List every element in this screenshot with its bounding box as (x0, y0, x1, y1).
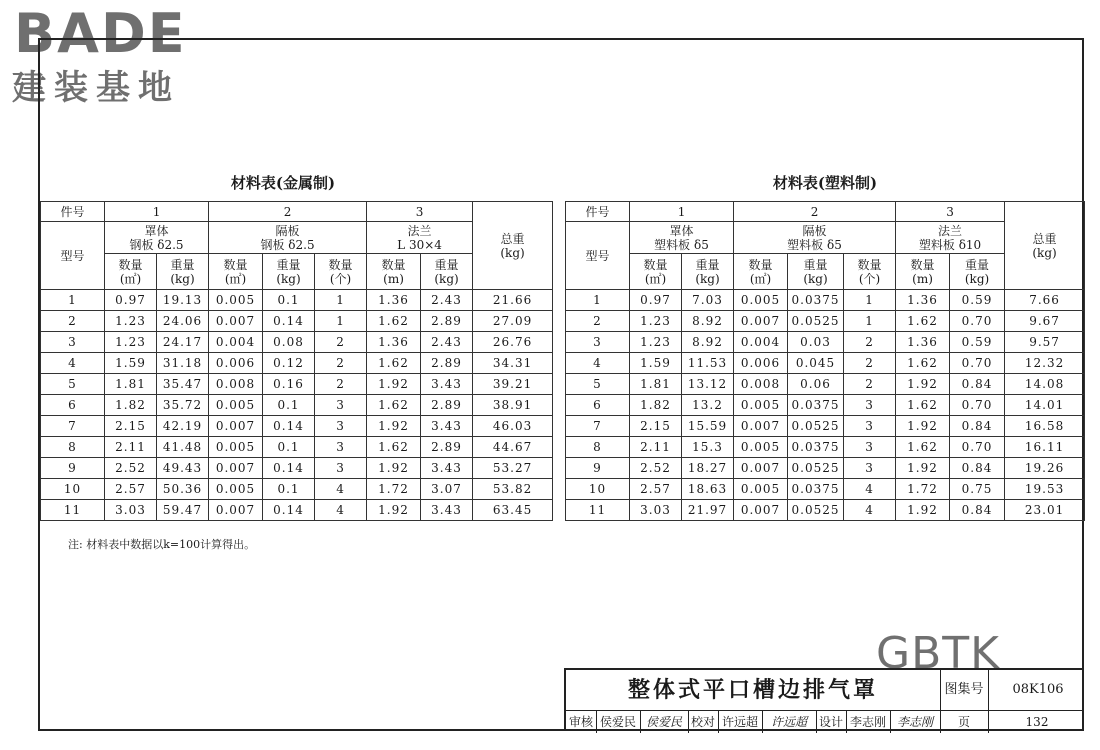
value-cell: 0.12 (263, 353, 315, 374)
table-row (566, 500, 1085, 521)
model-cell: 7 (566, 416, 630, 437)
model-cell: 8 (41, 437, 105, 458)
value-cell: 1.81 (105, 374, 157, 395)
value-cell: 3.03 (630, 500, 682, 521)
value-cell: 1.62 (896, 353, 950, 374)
value-cell: 8.92 (682, 332, 734, 353)
value-cell: 2.89 (421, 311, 473, 332)
value-cell: 0.0375 (788, 437, 844, 458)
value-cell: 0.06 (788, 374, 844, 395)
table-row (566, 416, 1085, 437)
value-cell: 1.59 (105, 353, 157, 374)
value-cell: 1.62 (367, 353, 421, 374)
header-part-1: 1 (105, 202, 209, 222)
value-cell: 2.15 (105, 416, 157, 437)
value-cell: 0.84 (950, 374, 1005, 395)
total-weight-cell: 46.03 (473, 416, 553, 437)
table-row (41, 374, 553, 395)
value-cell: 0.1 (263, 479, 315, 500)
value-cell: 0.007 (734, 500, 788, 521)
value-cell: 1.92 (896, 500, 950, 521)
value-cell: 2.15 (630, 416, 682, 437)
value-cell: 24.17 (157, 332, 209, 353)
model-cell: 7 (41, 416, 105, 437)
value-cell: 0.005 (209, 290, 263, 311)
value-cell: 24.06 (157, 311, 209, 332)
value-cell: 0.007 (209, 458, 263, 479)
value-cell: 2 (315, 353, 367, 374)
subheader-qty-area: 数量 (㎡) (630, 254, 682, 290)
value-cell: 0.007 (209, 416, 263, 437)
plastic-table-title: 材料表(塑料制) (772, 174, 878, 192)
value-cell: 0.1 (263, 437, 315, 458)
logo-brand: BADE (14, 2, 187, 65)
logo-subtitle: 建装基地 (12, 68, 180, 108)
table-row (566, 458, 1085, 479)
value-cell: 0.97 (630, 290, 682, 311)
value-cell: 2 (844, 353, 896, 374)
value-cell: 1.23 (105, 332, 157, 353)
value-cell: 2.11 (105, 437, 157, 458)
value-cell: 1 (315, 290, 367, 311)
value-cell: 2.11 (630, 437, 682, 458)
value-cell: 1.92 (896, 458, 950, 479)
model-cell: 6 (566, 395, 630, 416)
value-cell: 0.0375 (788, 290, 844, 311)
value-cell: 1.81 (630, 374, 682, 395)
model-cell: 2 (41, 311, 105, 332)
total-weight-cell: 9.67 (1005, 311, 1085, 332)
value-cell: 50.36 (157, 479, 209, 500)
value-cell: 8.92 (682, 311, 734, 332)
subheader-weight: 重量 (kg) (788, 254, 844, 290)
value-cell: 0.008 (734, 374, 788, 395)
value-cell: 1.62 (367, 395, 421, 416)
value-cell: 4 (844, 500, 896, 521)
total-weight-cell: 38.91 (473, 395, 553, 416)
value-cell: 0.0525 (788, 458, 844, 479)
value-cell: 0.005 (734, 437, 788, 458)
header-part-2: 2 (209, 202, 367, 222)
model-cell: 3 (566, 332, 630, 353)
value-cell: 0.14 (263, 311, 315, 332)
value-cell: 3 (315, 395, 367, 416)
table-note: 注: 材料表中数据以k=100计算得出。 (68, 538, 256, 551)
value-cell: 1.92 (896, 416, 950, 437)
header-part-2-name: 隔板 塑料板 δ5 (734, 222, 896, 254)
table-row (566, 374, 1085, 395)
check-label: 校对 (688, 711, 719, 733)
value-cell: 1.92 (367, 500, 421, 521)
value-cell: 2 (315, 332, 367, 353)
value-cell: 42.19 (157, 416, 209, 437)
value-cell: 0.007 (209, 311, 263, 332)
table-row (41, 290, 553, 311)
metal-table-title: 材料表(金属制) (230, 174, 336, 192)
designer-signature: 李志刚 (890, 711, 941, 733)
value-cell: 2.57 (105, 479, 157, 500)
page-label: 页 (940, 711, 989, 733)
value-cell: 18.27 (682, 458, 734, 479)
value-cell: 1 (844, 290, 896, 311)
value-cell: 7.03 (682, 290, 734, 311)
value-cell: 0.005 (209, 395, 263, 416)
total-weight-cell: 9.57 (1005, 332, 1085, 353)
value-cell: 0.008 (209, 374, 263, 395)
value-cell: 2.89 (421, 395, 473, 416)
value-cell: 1.92 (896, 374, 950, 395)
review-label: 审核 (566, 711, 597, 733)
value-cell: 2.43 (421, 332, 473, 353)
value-cell: 0.0525 (788, 500, 844, 521)
model-cell: 4 (41, 353, 105, 374)
total-weight-cell: 16.58 (1005, 416, 1085, 437)
header-part-2: 2 (734, 202, 896, 222)
value-cell: 0.84 (950, 458, 1005, 479)
design-label: 设计 (816, 711, 847, 733)
total-weight-cell: 53.82 (473, 479, 553, 500)
value-cell: 3.07 (421, 479, 473, 500)
total-weight-cell: 44.67 (473, 437, 553, 458)
table-row (41, 479, 553, 500)
total-weight-cell: 7.66 (1005, 290, 1085, 311)
table-row (41, 311, 553, 332)
value-cell: 0.007 (209, 500, 263, 521)
value-cell: 19.13 (157, 290, 209, 311)
value-cell: 1.23 (105, 311, 157, 332)
value-cell: 49.43 (157, 458, 209, 479)
header-part-3: 3 (896, 202, 1005, 222)
header-total: 总重 (kg) (1005, 202, 1085, 290)
value-cell: 4 (844, 479, 896, 500)
table-row (41, 437, 553, 458)
value-cell: 0.1 (263, 395, 315, 416)
header-part-no: 件号 (566, 202, 630, 222)
value-cell: 15.59 (682, 416, 734, 437)
value-cell: 0.007 (734, 458, 788, 479)
subheader-qty-length: 数量 (m) (367, 254, 421, 290)
value-cell: 1.36 (367, 332, 421, 353)
subheader-qty-area: 数量 (㎡) (105, 254, 157, 290)
value-cell: 31.18 (157, 353, 209, 374)
value-cell: 35.47 (157, 374, 209, 395)
model-cell: 2 (566, 311, 630, 332)
model-cell: 11 (41, 500, 105, 521)
value-cell: 0.005 (734, 395, 788, 416)
value-cell: 0.16 (263, 374, 315, 395)
value-cell: 0.14 (263, 500, 315, 521)
atlas-number: 08K106 (988, 670, 1087, 710)
value-cell: 0.14 (263, 416, 315, 437)
total-weight-cell: 21.66 (473, 290, 553, 311)
total-weight-cell: 27.09 (473, 311, 553, 332)
header-part-2-name: 隔板 钢板 δ2.5 (209, 222, 367, 254)
value-cell: 1.82 (105, 395, 157, 416)
value-cell: 0.59 (950, 332, 1005, 353)
value-cell: 1.72 (367, 479, 421, 500)
value-cell: 3.03 (105, 500, 157, 521)
total-weight-cell: 16.11 (1005, 437, 1085, 458)
value-cell: 11.53 (682, 353, 734, 374)
model-cell: 10 (566, 479, 630, 500)
model-cell: 10 (41, 479, 105, 500)
value-cell: 2.43 (421, 290, 473, 311)
subheader-weight: 重量 (kg) (157, 254, 209, 290)
total-weight-cell: 53.27 (473, 458, 553, 479)
model-cell: 8 (566, 437, 630, 458)
table-row (566, 395, 1085, 416)
header-part-3-name: 法兰 L 30×4 (367, 222, 473, 254)
subheader-qty-area: 数量 (㎡) (734, 254, 788, 290)
value-cell: 0.0375 (788, 479, 844, 500)
value-cell: 0.006 (734, 353, 788, 374)
checker-name: 许远超 (718, 711, 763, 733)
value-cell: 3.43 (421, 374, 473, 395)
value-cell: 0.045 (788, 353, 844, 374)
subheader-qty-pcs: 数量 (个) (315, 254, 367, 290)
subheader-weight: 重量 (kg) (682, 254, 734, 290)
value-cell: 2.52 (105, 458, 157, 479)
value-cell: 0.007 (734, 416, 788, 437)
table-row (566, 437, 1085, 458)
table-row (41, 395, 553, 416)
value-cell: 0.006 (209, 353, 263, 374)
value-cell: 0.70 (950, 437, 1005, 458)
value-cell: 1.62 (896, 437, 950, 458)
value-cell: 0.70 (950, 353, 1005, 374)
value-cell: 59.47 (157, 500, 209, 521)
signature-row (566, 710, 1084, 733)
value-cell: 0.1 (263, 290, 315, 311)
value-cell: 1.36 (367, 290, 421, 311)
value-cell: 1.23 (630, 332, 682, 353)
value-cell: 0.005 (734, 479, 788, 500)
value-cell: 0.0525 (788, 311, 844, 332)
designer-name: 李志刚 (846, 711, 891, 733)
page-number: 132 (1025, 715, 1049, 729)
value-cell: 1.62 (896, 311, 950, 332)
value-cell: 3 (844, 416, 896, 437)
value-cell: 0.59 (950, 290, 1005, 311)
gbtk-watermark: GBTK (876, 628, 1001, 679)
value-cell: 1.92 (367, 458, 421, 479)
header-model: 型号 (41, 222, 105, 290)
value-cell: 35.72 (157, 395, 209, 416)
value-cell: 21.97 (682, 500, 734, 521)
value-cell: 0.75 (950, 479, 1005, 500)
value-cell: 3 (844, 395, 896, 416)
model-cell: 9 (41, 458, 105, 479)
subheader-weight: 重量 (kg) (421, 254, 473, 290)
value-cell: 1.92 (367, 416, 421, 437)
value-cell: 0.005 (734, 290, 788, 311)
value-cell: 4 (315, 479, 367, 500)
value-cell: 3 (315, 458, 367, 479)
value-cell: 1.62 (896, 395, 950, 416)
table-row (41, 416, 553, 437)
value-cell: 3.43 (421, 458, 473, 479)
reviewer-signature: 侯爱民 (640, 711, 689, 733)
model-cell: 11 (566, 500, 630, 521)
value-cell: 2 (844, 374, 896, 395)
value-cell: 0.84 (950, 416, 1005, 437)
value-cell: 1 (844, 311, 896, 332)
total-weight-cell: 19.26 (1005, 458, 1085, 479)
value-cell: 1.62 (367, 311, 421, 332)
table-row (41, 458, 553, 479)
header-model: 型号 (566, 222, 630, 290)
metal-material-table (40, 201, 553, 521)
value-cell: 0.08 (263, 332, 315, 353)
value-cell: 1.36 (896, 290, 950, 311)
value-cell: 3 (844, 458, 896, 479)
value-cell: 1.62 (367, 437, 421, 458)
model-cell: 6 (41, 395, 105, 416)
total-weight-cell: 34.31 (473, 353, 553, 374)
model-cell: 1 (566, 290, 630, 311)
total-weight-cell: 63.45 (473, 500, 553, 521)
value-cell: 0.004 (734, 332, 788, 353)
table-row (41, 500, 553, 521)
value-cell: 0.84 (950, 500, 1005, 521)
header-total: 总重 (kg) (473, 202, 553, 290)
value-cell: 1 (315, 311, 367, 332)
value-cell: 3 (315, 416, 367, 437)
value-cell: 0.004 (209, 332, 263, 353)
header-part-no: 件号 (41, 202, 105, 222)
total-weight-cell: 14.01 (1005, 395, 1085, 416)
header-part-3: 3 (367, 202, 473, 222)
table-row (566, 353, 1085, 374)
value-cell: 2.52 (630, 458, 682, 479)
model-cell: 5 (41, 374, 105, 395)
drawing-title: 整体式平口槽边排气罩 (566, 670, 941, 710)
total-weight-cell: 14.08 (1005, 374, 1085, 395)
value-cell: 0.03 (788, 332, 844, 353)
table-row (566, 311, 1085, 332)
model-cell: 9 (566, 458, 630, 479)
value-cell: 1.59 (630, 353, 682, 374)
value-cell: 13.2 (682, 395, 734, 416)
value-cell: 3 (315, 437, 367, 458)
value-cell: 1.23 (630, 311, 682, 332)
value-cell: 3.43 (421, 416, 473, 437)
value-cell: 2.57 (630, 479, 682, 500)
value-cell: 4 (315, 500, 367, 521)
table-row (566, 290, 1085, 311)
subheader-qty-length: 数量 (m) (896, 254, 950, 290)
checker-signature: 许远超 (762, 711, 817, 733)
table-row (41, 353, 553, 374)
value-cell: 0.0525 (788, 416, 844, 437)
total-weight-cell: 39.21 (473, 374, 553, 395)
value-cell: 2 (315, 374, 367, 395)
value-cell: 0.005 (209, 437, 263, 458)
value-cell: 1.72 (896, 479, 950, 500)
total-weight-cell: 12.32 (1005, 353, 1085, 374)
model-cell: 3 (41, 332, 105, 353)
table-row (566, 479, 1085, 500)
value-cell: 0.97 (105, 290, 157, 311)
table-row (566, 332, 1085, 353)
title-block (564, 668, 1084, 731)
header-part-3-name: 法兰 塑料板 δ10 (896, 222, 1005, 254)
value-cell: 0.70 (950, 395, 1005, 416)
total-weight-cell: 19.53 (1005, 479, 1085, 500)
value-cell: 1.36 (896, 332, 950, 353)
value-cell: 0.14 (263, 458, 315, 479)
model-cell: 4 (566, 353, 630, 374)
header-part-1-name: 罩体 塑料板 δ5 (630, 222, 734, 254)
total-weight-cell: 26.76 (473, 332, 553, 353)
value-cell: 2.89 (421, 437, 473, 458)
table-row (41, 332, 553, 353)
value-cell: 0.007 (734, 311, 788, 332)
model-cell: 1 (41, 290, 105, 311)
atlas-number-label: 图集号 (944, 682, 984, 697)
value-cell: 3.43 (421, 500, 473, 521)
value-cell: 2 (844, 332, 896, 353)
value-cell: 1.92 (367, 374, 421, 395)
reviewer-name: 侯爱民 (596, 711, 641, 733)
value-cell: 15.3 (682, 437, 734, 458)
value-cell: 2.89 (421, 353, 473, 374)
subheader-qty-area: 数量 (㎡) (209, 254, 263, 290)
value-cell: 18.63 (682, 479, 734, 500)
value-cell: 1.82 (630, 395, 682, 416)
header-part-1: 1 (630, 202, 734, 222)
value-cell: 41.48 (157, 437, 209, 458)
total-weight-cell: 23.01 (1005, 500, 1085, 521)
value-cell: 13.12 (682, 374, 734, 395)
value-cell: 0.005 (209, 479, 263, 500)
value-cell: 0.70 (950, 311, 1005, 332)
subheader-weight: 重量 (kg) (950, 254, 1005, 290)
value-cell: 0.0375 (788, 395, 844, 416)
model-cell: 5 (566, 374, 630, 395)
value-cell: 3 (844, 437, 896, 458)
subheader-qty-pcs: 数量 (个) (844, 254, 896, 290)
plastic-material-table (565, 201, 1085, 521)
header-part-1-name: 罩体 钢板 δ2.5 (105, 222, 209, 254)
subheader-weight: 重量 (kg) (263, 254, 315, 290)
